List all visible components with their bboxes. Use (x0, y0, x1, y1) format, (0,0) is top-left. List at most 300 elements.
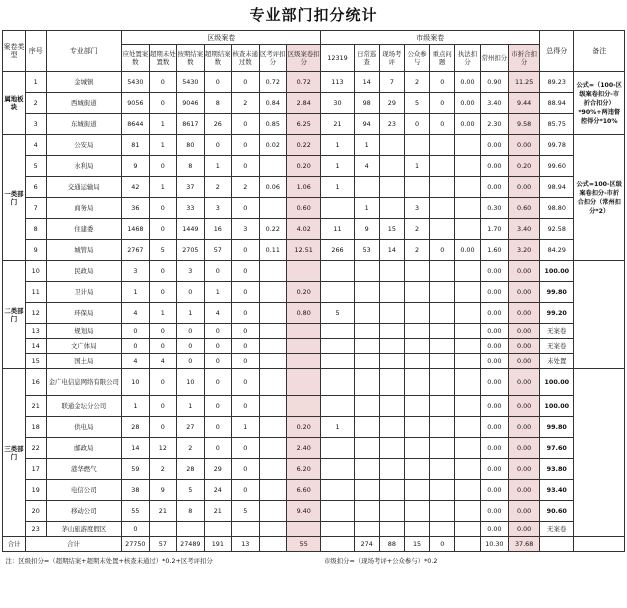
city-cell: 0.00 (509, 282, 540, 303)
city-cell: 0.00 (480, 522, 509, 537)
city-cell: 0.00 (480, 480, 509, 501)
footer-note-left: 注：区级扣分=（超期结案+超期未处置+核查未通过）*0.2+区考评扣分 (3, 552, 321, 570)
table-row (3, 198, 625, 219)
district-cell: 0.22 (259, 219, 286, 240)
remark-empty (574, 261, 625, 369)
district-cell: 42 (122, 177, 149, 198)
header-city-col: 市折合扣分 (509, 45, 540, 72)
header-remark: 备注 (574, 31, 625, 72)
group-category: 一类部门 (3, 135, 26, 261)
city-cell (455, 303, 480, 324)
city-cell (404, 417, 429, 438)
city-cell: 0.00 (480, 324, 509, 339)
city-cell (455, 135, 480, 156)
city-cell (430, 522, 455, 537)
row-total: 85.75 (540, 114, 574, 135)
district-cell (259, 369, 286, 396)
district-cell: 0 (232, 339, 259, 354)
city-cell (321, 354, 354, 369)
district-cell: 1 (149, 303, 176, 324)
row-seq: 6 (25, 177, 46, 198)
row-total: 98.80 (540, 198, 574, 219)
district-cell: 0.20 (287, 282, 321, 303)
district-cell: 0 (204, 324, 231, 339)
footer-note-right: 市级扣分=（现场考评+公众参与）*0.2 (321, 552, 625, 570)
city-cell: 3.40 (480, 93, 509, 114)
row-dept: 港华燃气 (46, 459, 122, 480)
district-cell: 2 (232, 177, 259, 198)
city-cell: 0.00 (480, 156, 509, 177)
district-cell: 0 (232, 282, 259, 303)
district-cell: 0 (232, 156, 259, 177)
district-cell: 38 (122, 480, 149, 501)
district-cell: 0.80 (287, 303, 321, 324)
city-cell (321, 480, 354, 501)
row-seq: 23 (25, 522, 46, 537)
remark-formula: 公式=（100-区级案卷扣分-市折合扣分）*90%+两违督控得分*10% (574, 72, 625, 135)
row-seq: 21 (25, 396, 46, 417)
district-cell: 6.60 (287, 480, 321, 501)
district-cell: 0 (149, 324, 176, 339)
row-total: 无案卷 (540, 522, 574, 537)
district-cell: 29 (204, 459, 231, 480)
district-cell: 1 (149, 177, 176, 198)
row-dept: 卫计局 (46, 282, 122, 303)
city-cell (354, 369, 379, 396)
district-cell: 0 (204, 417, 231, 438)
district-cell (287, 396, 321, 417)
city-cell: 1.60 (480, 240, 509, 261)
district-cell: 1 (149, 135, 176, 156)
city-cell (379, 135, 404, 156)
district-cell: 4 (122, 303, 149, 324)
district-cell: 0 (232, 261, 259, 282)
row-seq: 9 (25, 240, 46, 261)
district-cell: 0.60 (287, 198, 321, 219)
district-cell: 9 (122, 156, 149, 177)
city-cell: 0.30 (480, 198, 509, 219)
city-cell (455, 369, 480, 396)
district-cell: 8 (177, 156, 204, 177)
city-cell: 1.70 (480, 219, 509, 240)
table-row (3, 135, 625, 156)
city-cell (404, 261, 429, 282)
district-cell: 0 (204, 339, 231, 354)
totals-remark (574, 537, 625, 552)
city-cell: 1 (404, 156, 429, 177)
city-cell (379, 459, 404, 480)
district-cell: 0 (149, 369, 176, 396)
header-city-col: 重点问题 (430, 45, 455, 72)
district-cell (177, 522, 204, 537)
district-cell: 26 (204, 114, 231, 135)
city-cell (379, 396, 404, 417)
district-cell: 10 (122, 369, 149, 396)
header-district-col: 超期结案数 (204, 45, 231, 72)
city-cell (404, 324, 429, 339)
table-row (3, 438, 625, 459)
district-cell: 12 (149, 438, 176, 459)
row-seq: 4 (25, 135, 46, 156)
header-district-col: 区级案卷扣分 (287, 45, 321, 72)
city-cell (430, 177, 455, 198)
row-seq: 15 (25, 354, 46, 369)
city-cell: 23 (379, 114, 404, 135)
city-cell (321, 459, 354, 480)
city-cell (430, 198, 455, 219)
city-cell (404, 396, 429, 417)
district-cell: 9046 (177, 93, 204, 114)
district-cell: 0 (149, 156, 176, 177)
city-cell (379, 522, 404, 537)
city-cell: 5 (404, 93, 429, 114)
district-cell: 33 (177, 198, 204, 219)
district-cell: 4 (149, 354, 176, 369)
city-cell: 2 (404, 219, 429, 240)
district-cell: 0 (122, 339, 149, 354)
district-cell: 0 (149, 198, 176, 219)
row-total: 99.60 (540, 156, 574, 177)
city-cell (404, 501, 429, 522)
city-cell: 0.00 (480, 396, 509, 417)
table-row (3, 156, 625, 177)
city-cell (354, 324, 379, 339)
row-dept: 环保局 (46, 303, 122, 324)
city-cell (379, 438, 404, 459)
city-cell (404, 135, 429, 156)
row-seq: 7 (25, 198, 46, 219)
district-cell: 55 (122, 501, 149, 522)
city-cell (430, 324, 455, 339)
city-cell (354, 282, 379, 303)
district-cell: 0 (149, 282, 176, 303)
city-cell: 0.00 (509, 480, 540, 501)
district-cell: 1 (149, 114, 176, 135)
district-cell: 0 (232, 324, 259, 339)
city-cell (354, 417, 379, 438)
city-cell: 1 (321, 156, 354, 177)
city-cell: 0 (430, 93, 455, 114)
city-cell: 0.00 (509, 261, 540, 282)
district-cell: 1 (122, 396, 149, 417)
district-cell: 0 (204, 354, 231, 369)
header-district-col: 核查未通过数 (232, 45, 259, 72)
row-seq: 10 (25, 261, 46, 282)
city-cell: 0.00 (509, 438, 540, 459)
city-cell (455, 396, 480, 417)
row-seq: 2 (25, 93, 46, 114)
district-cell: 0 (149, 219, 176, 240)
city-cell: 15 (379, 219, 404, 240)
district-cell: 0 (149, 417, 176, 438)
city-cell (354, 396, 379, 417)
row-seq: 8 (25, 219, 46, 240)
city-cell (404, 354, 429, 369)
district-cell: 9056 (122, 93, 149, 114)
row-seq: 18 (25, 417, 46, 438)
city-cell: 266 (321, 240, 354, 261)
city-cell (455, 354, 480, 369)
row-dept: 文广体局 (46, 339, 122, 354)
city-cell (379, 339, 404, 354)
district-cell: 59 (122, 459, 149, 480)
district-cell: 6.20 (287, 459, 321, 480)
city-cell (354, 303, 379, 324)
district-cell: 0 (232, 114, 259, 135)
district-cell (259, 522, 286, 537)
city-cell (379, 261, 404, 282)
city-cell (404, 459, 429, 480)
header-city-col: 公众参与 (404, 45, 429, 72)
city-cell (354, 522, 379, 537)
city-cell: 3.40 (509, 219, 540, 240)
district-cell: 0 (177, 282, 204, 303)
city-cell: 0.00 (455, 114, 480, 135)
district-cell: 80 (177, 135, 204, 156)
city-cell (430, 339, 455, 354)
city-cell (321, 282, 354, 303)
city-cell: 29 (379, 93, 404, 114)
city-cell: 0.00 (509, 354, 540, 369)
district-cell: 8617 (177, 114, 204, 135)
city-cell (354, 261, 379, 282)
district-cell (259, 396, 286, 417)
district-cell: 3 (204, 198, 231, 219)
row-seq: 20 (25, 501, 46, 522)
row-total: 99.78 (540, 135, 574, 156)
row-seq: 19 (25, 480, 46, 501)
district-cell: 0 (232, 135, 259, 156)
city-cell (321, 198, 354, 219)
header-district-col: 按期结案数 (177, 45, 204, 72)
city-cell (455, 438, 480, 459)
row-total: 99.80 (540, 417, 574, 438)
table-row (3, 177, 625, 198)
city-cell: 0.00 (509, 177, 540, 198)
district-cell: 0.02 (259, 135, 286, 156)
district-cell (287, 522, 321, 537)
table-row (3, 369, 625, 396)
city-cell: 0.00 (509, 417, 540, 438)
district-cell: 0 (204, 261, 231, 282)
table-row (3, 480, 625, 501)
totals-city-cell: 274 (354, 537, 379, 552)
city-cell (321, 396, 354, 417)
district-cell: 1 (232, 417, 259, 438)
city-cell: 4 (354, 156, 379, 177)
city-cell (379, 501, 404, 522)
district-cell: 0 (122, 522, 149, 537)
district-cell: 0 (232, 480, 259, 501)
totals-district-cell: 13 (232, 537, 259, 552)
city-cell: 0 (404, 114, 429, 135)
district-cell (259, 339, 286, 354)
city-cell: 0.00 (480, 303, 509, 324)
district-cell: 0 (232, 72, 259, 93)
row-total: 未处置 (540, 354, 574, 369)
row-seq: 3 (25, 114, 46, 135)
score-table (2, 30, 625, 569)
district-cell: 0.22 (287, 135, 321, 156)
row-total: 99.20 (540, 303, 574, 324)
district-cell (232, 522, 259, 537)
district-cell: 0 (204, 396, 231, 417)
district-cell (259, 459, 286, 480)
city-cell (321, 261, 354, 282)
district-cell: 3 (232, 219, 259, 240)
district-cell (259, 501, 286, 522)
row-seq: 11 (25, 282, 46, 303)
row-dept: 民政局 (46, 261, 122, 282)
district-cell (259, 156, 286, 177)
city-cell (354, 354, 379, 369)
city-cell: 0.20 (509, 156, 540, 177)
header-city-col: 执法扣分 (455, 45, 480, 72)
city-cell: 0.00 (455, 72, 480, 93)
city-cell: 9 (354, 219, 379, 240)
city-cell (354, 177, 379, 198)
district-cell: 5 (149, 240, 176, 261)
city-cell (404, 303, 429, 324)
header-city-col: 常州扣分 (480, 45, 509, 72)
table-row (3, 303, 625, 324)
city-cell (404, 369, 429, 396)
district-cell: 3 (122, 261, 149, 282)
city-cell (430, 417, 455, 438)
city-cell: 0.60 (509, 198, 540, 219)
row-dept: 国土局 (46, 354, 122, 369)
row-total: 100.00 (540, 261, 574, 282)
city-cell: 0.00 (480, 369, 509, 396)
city-cell (354, 459, 379, 480)
row-total: 89.23 (540, 72, 574, 93)
row-total: 无案卷 (540, 324, 574, 339)
district-cell: 0 (204, 369, 231, 396)
district-cell: 36 (122, 198, 149, 219)
district-cell: 8644 (122, 114, 149, 135)
city-cell: 0.00 (480, 354, 509, 369)
district-cell: 0 (204, 438, 231, 459)
table-row (3, 324, 625, 339)
row-dept: 金城镇 (46, 72, 122, 93)
city-cell: 0.00 (480, 177, 509, 198)
row-seq: 12 (25, 303, 46, 324)
header-seq: 序号 (25, 31, 46, 72)
table-row (3, 93, 625, 114)
district-cell: 8 (204, 93, 231, 114)
district-cell: 0 (149, 261, 176, 282)
district-cell: 12.51 (287, 240, 321, 261)
city-cell: 11 (321, 219, 354, 240)
city-cell (455, 156, 480, 177)
district-cell: 5430 (177, 72, 204, 93)
city-cell (404, 282, 429, 303)
row-total: 84.29 (540, 240, 574, 261)
city-cell (321, 324, 354, 339)
city-cell (455, 522, 480, 537)
district-cell: 1 (204, 156, 231, 177)
totals-city-cell (455, 537, 480, 552)
row-dept: 金广电信息网络有限公司 (46, 369, 122, 396)
district-cell: 1 (204, 282, 231, 303)
district-cell: 0.20 (287, 156, 321, 177)
city-cell: 2 (404, 240, 429, 261)
district-cell: 1 (177, 396, 204, 417)
row-total: 90.60 (540, 501, 574, 522)
city-cell: 0.90 (480, 72, 509, 93)
city-cell (379, 417, 404, 438)
city-cell (379, 354, 404, 369)
district-cell: 0 (232, 240, 259, 261)
city-cell: 14 (354, 72, 379, 93)
district-cell: 4 (122, 354, 149, 369)
city-cell: 9.44 (509, 93, 540, 114)
totals-row (3, 537, 625, 552)
city-cell: 0.00 (455, 240, 480, 261)
district-cell: 2767 (122, 240, 149, 261)
city-cell: 94 (354, 114, 379, 135)
row-dept: 城管局 (46, 240, 122, 261)
district-cell: 0 (149, 72, 176, 93)
totals-score (540, 537, 574, 552)
district-cell: 21 (149, 501, 176, 522)
district-cell (259, 438, 286, 459)
row-dept: 邮政局 (46, 438, 122, 459)
city-cell (430, 438, 455, 459)
row-dept: 交通运输局 (46, 177, 122, 198)
district-cell: 0.11 (259, 240, 286, 261)
district-cell: 0 (232, 459, 259, 480)
district-cell: 3 (177, 261, 204, 282)
city-cell (321, 438, 354, 459)
district-cell: 0.85 (259, 114, 286, 135)
district-cell: 0.72 (259, 72, 286, 93)
table-row (3, 72, 625, 93)
row-total: 98.94 (540, 177, 574, 198)
district-cell: 0 (204, 135, 231, 156)
district-cell: 1449 (177, 219, 204, 240)
city-cell: 7 (379, 72, 404, 93)
district-cell (259, 261, 286, 282)
totals-label: 合计 (3, 537, 26, 552)
district-cell: 0 (177, 354, 204, 369)
remark-formula: 公式=100-区级案卷扣分-市折合扣分（常州扣分*2） (574, 135, 625, 261)
city-cell (455, 282, 480, 303)
district-cell: 28 (122, 417, 149, 438)
city-cell: 0.00 (480, 417, 509, 438)
district-cell: 0 (149, 339, 176, 354)
city-cell (455, 261, 480, 282)
city-cell: 3.20 (509, 240, 540, 261)
city-cell: 0.00 (480, 282, 509, 303)
city-cell (404, 522, 429, 537)
table-row (3, 219, 625, 240)
district-cell: 2.84 (287, 93, 321, 114)
district-cell: 0.84 (259, 93, 286, 114)
district-cell: 2 (204, 177, 231, 198)
city-cell (430, 156, 455, 177)
city-cell (379, 198, 404, 219)
header-district-col: 超期未处置数 (149, 45, 176, 72)
group-category: 属地板块 (3, 72, 26, 135)
table-row (3, 459, 625, 480)
table-row (3, 417, 625, 438)
city-cell (455, 219, 480, 240)
district-cell: 4.02 (287, 219, 321, 240)
row-dept: 联通金坛分公司 (46, 396, 122, 417)
district-cell (259, 480, 286, 501)
city-cell (354, 438, 379, 459)
